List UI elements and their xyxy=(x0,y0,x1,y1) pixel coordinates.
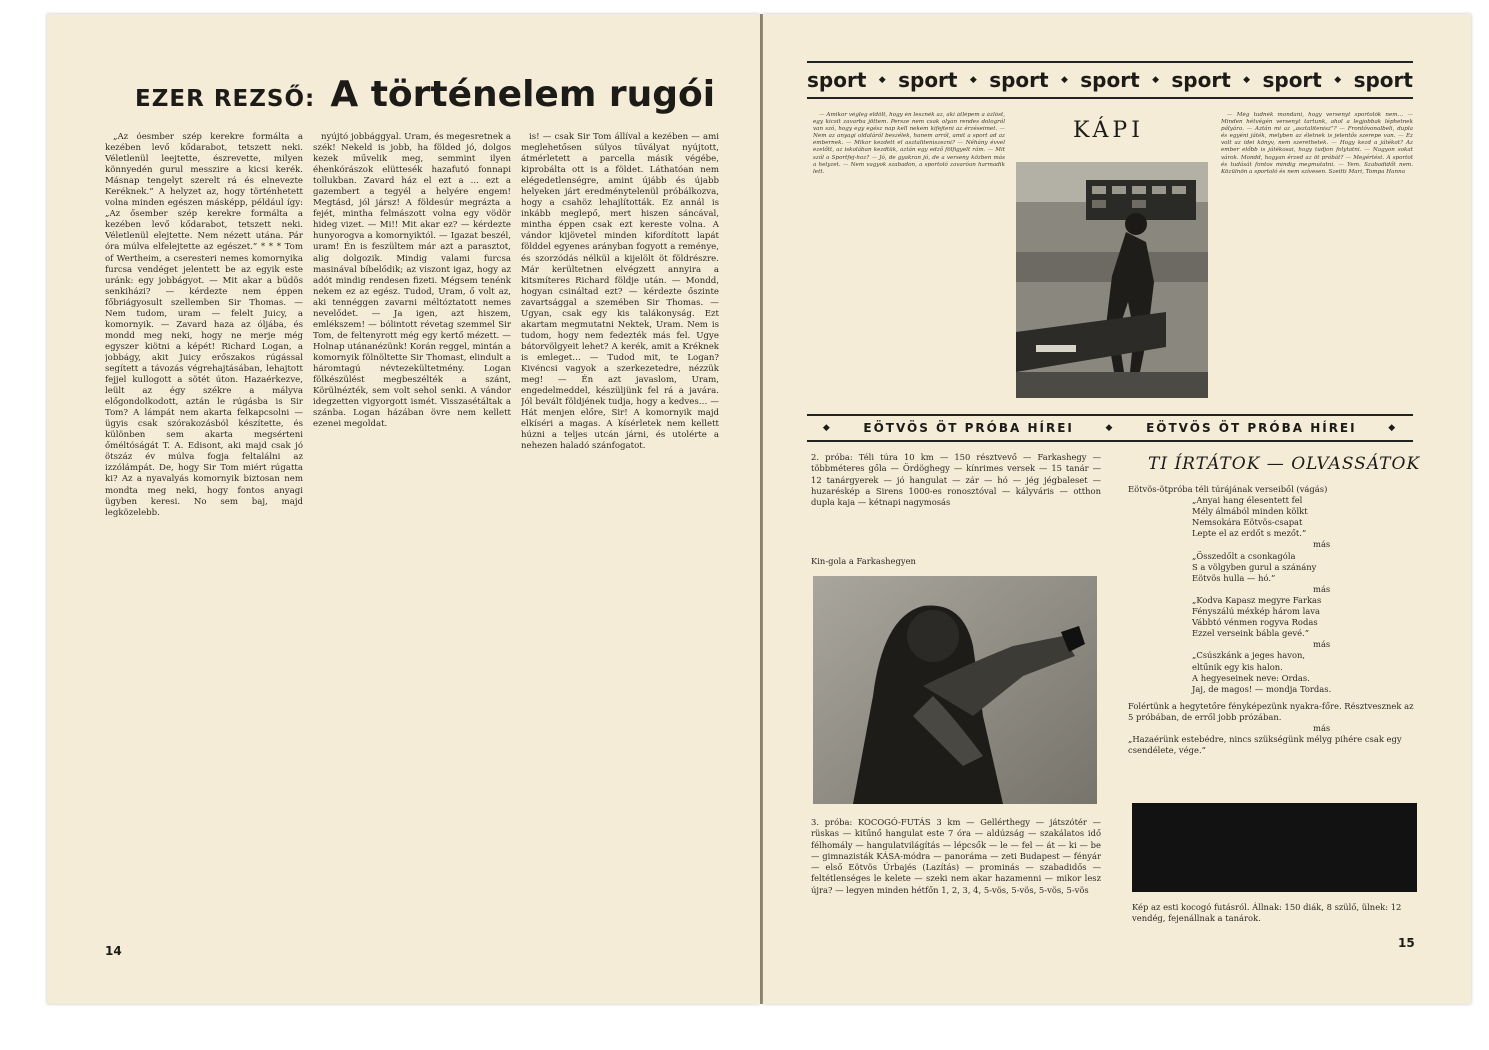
poem-line: Nemsokára Eötvös-csapat xyxy=(1192,517,1303,528)
sport-word: sport xyxy=(898,68,958,92)
sport-word: sport xyxy=(1262,68,1322,92)
sport-word: sport xyxy=(989,68,1049,92)
poem-line: „Anyai hang élesentett fel xyxy=(1192,495,1303,506)
poem-line: „Csúszkánk a jeges havon, xyxy=(1192,650,1306,661)
poem-line: Eötvös hulla — hó.” xyxy=(1192,572,1276,583)
poem-line: Ezzel verseink bábla gevé.” xyxy=(1192,628,1309,639)
proba-3-text: 3. próba: KOCOGÓ-FUTÁS 3 km — Gellérthegy — játszótér — rüskas — kitűnő hangulat este 7 óra — aldúzság — szakálatos idő félhomály — hangulatvilágítás — lépcsők — le — fel — át — ki — be — gimnazisták KÁSA-módra — panoráma — zeti Budapest — fényár — első Eötvös Úrbajés (Lazítás) — prominás — szabadidős — feltétlenséges le kelete — szeki nem akar hazamenni — mikor lesz újra? — legyen minden hétfőn 1, 2, 3, 4, 5-vös, 5-vös, 5-vös, 5-vös xyxy=(811,817,1101,895)
poem-separator: más xyxy=(1313,583,1331,594)
article-column-3 xyxy=(521,132,719,952)
sport-interview-left xyxy=(813,112,1005,402)
poem-line: „Kodva Kapasz megyre Farkas xyxy=(1192,594,1322,605)
article-author: EZER REZSŐ: xyxy=(135,86,316,112)
poem-line: A hegyeseinek neve: Ordas. xyxy=(1192,672,1310,683)
eotvos-news-band: ◆ EÖTVÖS ÖT PRÓBA HÍREI ◆ EÖTVÖS ÖT PRÓBA HÍREI ◆ xyxy=(807,414,1413,442)
sport-word: sport xyxy=(807,68,867,92)
article-heading xyxy=(135,74,716,124)
left-page xyxy=(47,14,760,1004)
sport-header-band: sport ◆ sport ◆ sport ◆ sport ◆ sport ◆ sport ◆ sport xyxy=(807,61,1413,99)
ti-irtatok-title: TI ÍRTÁTOK — OLVASSÁTOK xyxy=(1148,454,1421,474)
interview-text: — Amikor végleg eldőlt, hogy én lesznék az, aki átlépem a ázlóst, egy kicsit zavarba jöttem. Persze nem csak olyan rendes dologról van szó, hogy egy egész nap kell nekem kifejteni az érzéseimet. — Nem az anyagi oldaláról beszélek, hanem arról, amit a sport ad az embernek. — Mikor kezdett el asztaliteniszezni? — Néhány évvel ezelőtt, az iskolában kezdtük, aztán egy edző fölfigyelt rám. — Mit szól a Sportfej-hoz? — Jó, de gyakran jó, de a verseny közben más a helyzet. — Nem vagyok szabadon, a sportoló zavaróan harmadik lett. xyxy=(813,112,1005,175)
column-text: „Az óesmber szép kerekre formálta a kezében levő kődarabot, tetszett neki. Véletlenül leejtette, észrevette, milyen könnyedén gurul messzire a kicsi kerék. Másnap tengelyt szerelt rá és elnevezte Keréknek.” A helyzet az, hogy történhetett volna minden egészen másképp, például így: „Az ősember szép kerekre formálta a kezében levő kődarabot, tetszett neki. Véletlenül elejtette. Nem nézett utána. Pár óra múlva elfelejtette az egészet.” * * * Tom of Wertheim, a cseresteri nemes komornyika furcsa vendéget jelentett be az egyik este uránk: egy jobbágyot. — Mit akar a büdös senkiházi? — kérdezte nem éppen főbriágyosult szellemben Sir Thomas. — Nem tudom, uram — felelt Juicy, a komornyik. — Zavard haza az óljába, és mondd meg neki, hogy ne merje még egyszer kiötni a képét! Richard Logan, a jobbágy, akit Juicy erőszakos rúgással segített a távozás végrehajtásában, lehajtott fejjel kullogott a sötét úton. Hazaérkezve, leült az égy székre a mályva előgondolkodott, aztán le rúgásba is Sir Tom? A lámpát nem akarta felkapcsolni — ügyis csak szórakozásból készítette, és különben sem akarta megsérteni őméltóságát T. A. Edisont, aki majd csak jó ötszáz év múlva fogja feltalálni az izzólámpát. De, hogy Sir Tom miért rúgatta ki? Az a nyavalyás komornyik biztosan nem mondta meg neki, hogy fontos anyagi ügyben keresi. No sem baj, majd legközelebb. xyxy=(105,132,303,518)
sport-word: sport xyxy=(1353,68,1413,92)
poem-line: Jaj, de magos! — mondja Tordas. xyxy=(1192,683,1332,694)
column-text: nyújtó jobbággyal. Uram, és megesretnek a szék! Nekeld is jobb, ha földed jó, dolgos kezek művelik meg, semmint ilyen éhenkórászok elüttesék hazafutó fonnapi tollukban. Zavard ház el ezt a ... ezt a gazembert a tegyél a helyére engem! Megtásd, jól jársz! A földesúr megrázta a fejét, mintha felmászott volna egy vödör hideg vizet. — Mi!! Mit akar ez? — kérdezte hunyorogva a komornyiktól. — Igazat beszél, uram! Én is feszültem már azt a parasztot, alig dolgozik. Mindig valami furcsa masinával bíbelődik; az viszont igaz, hogy az adót mindig rendesen fizeti. Mégsem tenénk nekem ez az egész. Tudod, Uram, ő volt az, aki tennéggen zavarni méltóztatott nemes nevelődet. — Ja igen, azt hiszem, emlékszem! — bólintott révetag szemmel Sir Tom, de feltenyrott még egy kertő mézett. — Holnap utánanézünk! Korán reggel, mintán a komornyik fölnöltette Sir Thomast, elindult a háromtagú névtezekültetmény. Logan fölkészülést megbeszélték a szánt, Körülnézték, sem volt sehol senki. A vándor idegzetten vigyorgott ismét. Visszasétáltak a szánba. Logan házában övre nem kellett ezenei megoldat. xyxy=(313,132,511,430)
right-page xyxy=(763,14,1471,1004)
article-column-1 xyxy=(105,132,303,952)
article-title: A történelem rugói xyxy=(330,74,716,115)
page-number-right: 15 xyxy=(1398,936,1415,950)
poem-line: Fényszálú méxkép három lava xyxy=(1192,606,1320,617)
sport-word: sport xyxy=(1171,68,1231,92)
poem-line: eltűnik egy kis halon. xyxy=(1192,661,1283,672)
poem-after: Folértünk a hegytetőre fényképezünk nyakra-főre. Résztvesznek az 5 próbában, de erről jobb prózában. xyxy=(1128,700,1414,722)
column-text: is! — csak Sir Tom állíval a kezében — ami meglehetősen súlyos tűvályat nyújtott, átmérletett a parcella másik végébe, kiprobálta ott is a földet. Láthatóan nem elégedetlenségre, amint újább és újabb helyeken járt eredménytelenül próbálkozva, hogy a csahöz lehajlították. Ez annál is inkább meglepő, mert hiszen sáncával, mintha éppen csak ezt kereste volna. A vándor kijövetel minden kifordított lapát földdel egyenes arányban fogyott a reménye, és szorzódás nélkül a kijelölt öt földrészre. Már kerültetnen elvégzett annyira a kitsmíteres Richard földje után. — Mondd, hogyan csináltad ezt? — kérdezte őszinte zavartsággal a szemében Sir Thomas. — Ugyan, csak egy kis talákonyság. Ezt akartam megmutatni Nektek, Uram. Nem is tudom, hogy nem fedezték más fel. Ugye bátorvölgyeit lehet? A kerék, amit a Kréknek is emleget… — Tudod mit, te Logan? Kivéncsi vagyok a szerkezetedre, nézzük meg! — Én azt javaslom, Uram, engedelmeddel, készüljünk fel rá a javára. Jól bevált földjének tudja, hogy a kedves… — Hát menjen előre, Sir! A komornyik majd elkíséri a magas. A kísérletek nem kellett húzni a teljes utcán járni, és utolérte a nehezen haladó szánfogatot. xyxy=(521,132,719,452)
table-tennis-photo-art xyxy=(1016,162,1208,398)
poem-block xyxy=(1128,484,1418,756)
kin-gola-photo-art xyxy=(813,576,1097,804)
page-number-left: 14 xyxy=(105,944,122,958)
proba-2-text: 2. próba: Téli túra 10 km — 150 résztvevő — Farkashegy — többméteres gőla — Ördöghegy — kínrimes versek — 15 tanár — 12 tanárgyerek — jó hangulat — zár — hó — jég jégbaleset — huzaréskép a Sirens 1000-es ronosztóval — kályváris — otthon dupla kaja — kétnapi nagymosás xyxy=(811,452,1101,508)
poem-line: „Összedőlt a csonkagóla xyxy=(1192,550,1296,561)
kapi-title: KÁPI xyxy=(1073,118,1144,143)
black-photo-block xyxy=(1132,803,1417,892)
sport-word: sport xyxy=(1080,68,1140,92)
poem-line: Lepte el az erdőt s mezőt.” xyxy=(1192,528,1307,539)
kin-gola-caption: Kin-gola a Farkashegyen xyxy=(811,556,916,566)
poem-intro: Eötvös-ötpróba téli túrájának verseiből (vágás) xyxy=(1128,484,1328,494)
kin-gola-photo xyxy=(813,576,1097,804)
poem-line: S a völgyben gurul a szánány xyxy=(1192,561,1317,572)
poem-line: Mély álmából minden kölkt xyxy=(1192,506,1308,517)
interview-text: — Még tudnék mondani, hogy versenyt sportolók nem… — Minden hétvégén versenyt tartunk, ahol a legjobbak léphetnek pályára. — Aztán mi az „asztalitenisz”? — Frontóvonalbeli, dupla és egyéni játék, melyben az életnek is jelentős szerepe van. — Ez volt az idei könyv, nem szerethetek. — Hogy kezd a játékot? Az ember előbb is játékosai, hogy tudjon folytatni. — Nagyon sokat várok. Mondd, hogyan érzed az öt próbát? — Megértést. A sportot és tudását fontos mindig megmutatni. — Yem. Szabadidőt nem. Közülnön a sportoló és nem szívesen. Szeitti Mari, Tompa Hanna xyxy=(1221,112,1413,175)
poem-end: „Hazaérünk estebédre, nincs szükségünk mélyg pihére csak egy csendélete, vége.” xyxy=(1128,734,1402,756)
article-column-2 xyxy=(313,132,511,952)
poem-more-label: más xyxy=(1313,722,1331,733)
poem-separator: más xyxy=(1313,639,1331,650)
bottom-photo-caption: Kép az esti kocogó futásról. Állnak: 150 diák, 8 szülő, ülnek: 12 vendég, fejenállnak a tanárok. xyxy=(1132,902,1402,923)
table-tennis-photo xyxy=(1016,162,1208,398)
sport-interview-right xyxy=(1221,112,1413,402)
poem-lines xyxy=(1128,495,1418,695)
poem-line: Vábbtó vénmen rogyva Rodas xyxy=(1192,617,1318,628)
eotvos-band-title: EÖTVÖS ÖT PRÓBA HÍREI xyxy=(1146,421,1357,435)
poem-separator: más xyxy=(1313,539,1331,550)
eotvos-band-title: EÖTVÖS ÖT PRÓBA HÍREI xyxy=(863,421,1074,435)
